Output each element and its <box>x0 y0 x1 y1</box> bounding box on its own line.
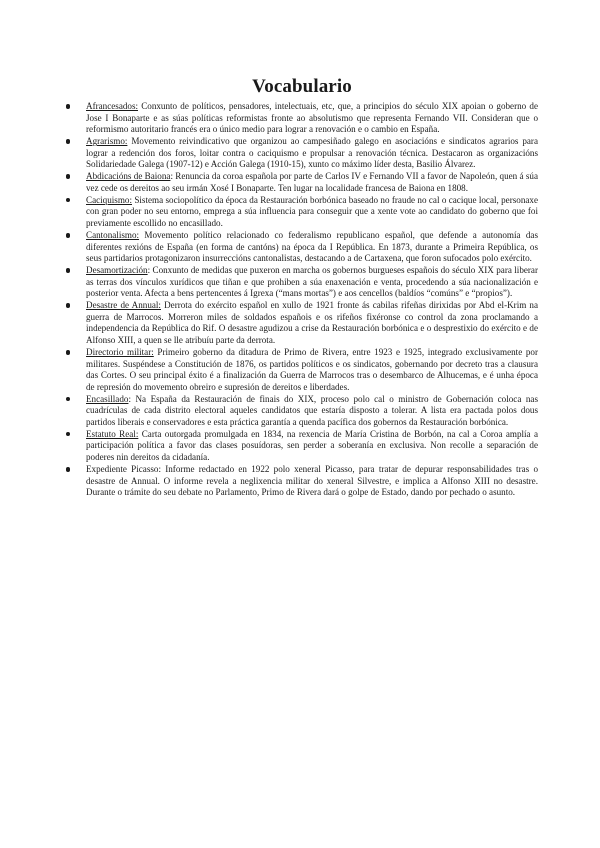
bullet-icon <box>66 104 70 108</box>
bullet-icon <box>66 198 70 202</box>
bullet-icon <box>66 233 70 237</box>
vocabulary-item <box>66 230 538 265</box>
vocabulary-item <box>66 394 538 429</box>
page-title: Vocabulario <box>252 76 352 97</box>
bullet-icon <box>66 139 70 143</box>
bullet-icon <box>66 467 70 471</box>
bullet-icon <box>66 350 70 354</box>
vocabulary-term: Abdicacións de Baiona <box>86 171 171 182</box>
vocabulary-term: Agrarismo: <box>86 136 128 147</box>
vocabulary-term: Estatuto Real: <box>86 428 139 439</box>
vocabulary-definition: Expediente Picasso: Informe redactado en 1922 polo xeneral Picasso, para tratar de depurar responsabilidades tras o desastre de Annual. O informe revela a neglixencia militar do xeneral Silvestre, e implica a Alfonso XIII no desastre. Durante o trámite do seu debate no Parlamento, Primo de Rivera dará o golpe de Estado, dando por pechado o asunto. <box>86 463 538 498</box>
vocabulary-item <box>66 101 538 136</box>
vocabulary-term: Desamortización <box>86 265 148 276</box>
vocabulary-definition: Derrota do exército español en xullo de 1921 fronte ás cabilas rifeñas dirixidas por Abd el-Krim na guerra de Marrocos. Morreron miles de soldados españois e os rifeños fixéronse co control da zona proclamando a independencia da República do Rif. O desastre agudizou a crise da Restauración borbónica e o desprestixio do exército e de Alfonso XIII, a quen se lle atribuíu parte da derrota. <box>86 300 539 345</box>
bullet-icon <box>66 432 70 436</box>
vocabulary-definition: Sistema sociopolítico da época da Restauración borbónica baseado no fraude no cal o cacique local, personaxe con gran poder no seu entorno, emprega a súa influencia para conseguir que a xente vote ao candidato do goberno que foi previamente escollido no encasillado. <box>86 194 538 228</box>
vocabulary-definition: : Renuncia da coroa española por parte de Carlos IV e Fernando VII a favor de Napoleón, quen á súa vez cede os dereitos ao seu irmán Xosé I Bonaparte. Ten lugar na localidade francesa de Baiona en 1808. <box>86 171 539 193</box>
bullet-icon <box>66 397 70 401</box>
vocabulary-term: Afrancesados: <box>86 101 139 111</box>
bullet-icon <box>66 303 70 307</box>
vocabulary-item <box>66 300 538 346</box>
vocabulary-definition: Movemento político relacionado co federalismo republicano español, que defende a autonomía das diferentes rexións de España (en forma de cantóns) na época da I República. En 1873, durante a Primeira República, os seus partidarios protagonizaron insurreccións cantonalistas, destacando a de Cartaxena, que foron sufocados polo exército. <box>86 230 538 264</box>
vocabulary-term: Caciquismo: <box>86 194 132 205</box>
vocabulary-item <box>66 429 538 464</box>
vocabulary-term: Encasillado <box>86 393 129 404</box>
vocabulary-item <box>66 136 538 171</box>
bullet-icon <box>66 174 70 178</box>
vocabulary-term: Desastre de Annual: <box>86 300 161 311</box>
vocabulary-definition: Carta outorgada promulgada en 1834, na rexencia de María Cristina de Borbón, na cal a Coroa amplía a participación política a favor das clases posuídoras, sen perder a soberanía en exclusiva. Non recolle a separación de poderes nin dereitos da cidadanía. <box>86 428 538 462</box>
vocabulary-definition: : Conxunto de medidas que puxeron en marcha os gobernos burgueses españois do século XIX para liberar as terras dos vínculos xurídicos que tiñan e que prohiben a súa enaxenación e venta, procedendo a súa nacionalización e posterior venta. Afecta a bens pertencentes á Igrexa (“mans mortas”) e aos cencellos (baldíos “comúns” e “propios”). <box>86 265 538 299</box>
vocabulary-list <box>66 101 538 499</box>
vocabulary-item <box>66 265 538 300</box>
vocabulary-item <box>66 195 538 230</box>
vocabulary-item <box>66 464 538 499</box>
vocabulary-term: Cantonalismo: <box>86 230 140 241</box>
vocabulary-definition: : Na España da Restauración de finais do XIX, proceso polo cal o ministro de Gobernación coloca nas cuadrículas de cada distrito electoral aqueles candidatos que estaría disposto a tolerar. A lista era pactada polos dous partidos liberais e conservadores e esta práctica garantía a quenda pacífica dos gobernos da Restauración borbónica. <box>86 393 538 427</box>
vocabulary-item <box>66 347 538 393</box>
vocabulary-item <box>66 171 538 194</box>
vocabulary-definition: Primeiro goberno da ditadura de Primo de Rivera, entre 1923 e 1925, integrado exclusivamente por militares. Suspéndese a Constitución de 1876, os partidos políticos e os sindicatos, gobernando por decreto tras a clausura das Cortes. O seu principal éxito é a finalización da Guerra de Marrocos tras o desembarco de Alhucemas, e é unha época de represión do movemento obreiro e supresión de dereitos e liberdades. <box>86 346 538 392</box>
vocabulary-term: Directorio militar: <box>86 346 154 357</box>
vocabulary-definition: Movemento reivindicativo que organizou ao campesiñado galego en asociacións e sindicatos agrarios para lograr a redención dos foros, loitar contra o caciquismo e propulsar a renovación técnica. Destacaron as organizacións Solidariedade Galega (1907-12) e Acción Galega (1910-15), xunto co máximo líder desta, Basilio Álvarez. <box>86 136 538 170</box>
vocabulary-definition: Conxunto de políticos, pensadores, intelectuais, etc, que, a principios do século XIX apoian o goberno de Jose I Bonaparte e as súas políticas reformistas fronte ao absolutismo que representa Fernando VII. Consideran que o reformismo autoritario francés era o único medio para lograr a renovación e o cambio en España. <box>86 101 538 135</box>
bullet-icon <box>66 268 70 272</box>
